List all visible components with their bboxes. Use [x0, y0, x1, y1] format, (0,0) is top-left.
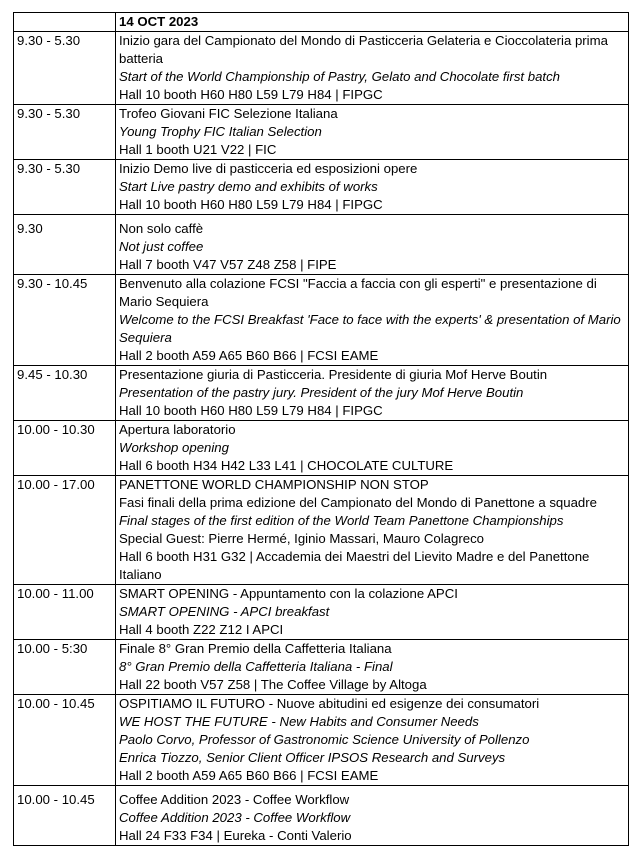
event-row — [14, 160, 629, 215]
event-line: Apertura laboratorio — [119, 422, 236, 437]
event-row — [14, 105, 629, 160]
event-description — [116, 215, 629, 275]
event-description — [116, 421, 629, 476]
event-line-english: Start of the World Championship of Pastry, Gelato and Chocolate first batch — [119, 69, 561, 84]
event-line: Hall 2 booth A59 A65 B60 B66 | FCSI EAME — [119, 348, 379, 363]
event-line: Hall 4 booth Z22 Z12 I APCI — [119, 622, 284, 637]
event-row — [14, 640, 629, 695]
event-row — [14, 275, 629, 366]
event-line: SMART OPENING - Appuntamento con la colazione APCI — [119, 586, 458, 601]
event-line: Benvenuto alla colazione FCSI "Faccia a faccia con gli esperti" e presentazione di Mario Sequiera — [119, 276, 597, 309]
event-description — [116, 160, 629, 215]
event-line: Inizio gara del Campionato del Mondo di Pasticceria Gelateria e Cioccolateria prima batteria — [119, 33, 608, 66]
event-line: Hall 6 booth H34 H42 L33 L41 | CHOCOLATE CULTURE — [119, 458, 454, 473]
event-description — [116, 32, 629, 105]
event-row — [14, 585, 629, 640]
event-time: 10.00 - 10.30 — [14, 421, 116, 476]
schedule-table — [13, 12, 629, 846]
event-line: Hall 1 booth U21 V22 | FIC — [119, 142, 277, 157]
event-line: Trofeo Giovani FIC Selezione Italiana — [119, 106, 338, 121]
event-description — [116, 105, 629, 160]
event-line-english: SMART OPENING - APCI breakfast — [119, 604, 330, 619]
event-row — [14, 366, 629, 421]
event-time: 10.00 - 11.00 — [14, 585, 116, 640]
event-row — [14, 32, 629, 105]
event-description — [116, 786, 629, 846]
event-time: 9.30 — [14, 215, 116, 275]
event-line: Hall 7 booth V47 V57 Z48 Z58 | FIPE — [119, 257, 337, 272]
event-line-english: 8° Gran Premio della Caffetteria Italiana - Final — [119, 659, 393, 674]
event-line: Special Guest: Pierre Hermé, Iginio Massari, Mauro Colagreco — [119, 531, 485, 546]
event-description — [116, 695, 629, 786]
event-time: 9.30 - 5.30 — [14, 160, 116, 215]
event-line: Coffee Addition 2023 - Coffee Workflow — [119, 792, 350, 807]
header-time-cell — [14, 13, 116, 32]
event-line-english: Welcome to the FCSI Breakfast 'Face to face with the experts' & presentation of Mario Sequiera — [119, 312, 621, 345]
event-line-english: Coffee Addition 2023 - Coffee Workflow — [119, 810, 351, 825]
event-time: 10.00 - 5:30 — [14, 640, 116, 695]
date-heading: 14 OCT 2023 — [116, 13, 629, 32]
header-row — [14, 13, 629, 32]
event-line: Finale 8° Gran Premio della Caffetteria Italiana — [119, 641, 392, 656]
event-line: Hall 22 booth V57 Z58 | The Coffee Village by Altoga — [119, 677, 427, 692]
event-line: Hall 10 booth H60 H80 L59 L79 H84 | FIPGC — [119, 403, 383, 418]
event-time: 9.45 - 10.30 — [14, 366, 116, 421]
event-line-english: Enrica Tiozzo, Senior Client Officer IPSOS Research and Surveys — [119, 750, 506, 765]
event-line-english: Final stages of the first edition of the World Team Panettone Championships — [119, 513, 564, 528]
event-description — [116, 585, 629, 640]
event-line-english: Workshop opening — [119, 440, 229, 455]
event-line: PANETTONE WORLD CHAMPIONSHIP NON STOP — [119, 477, 429, 492]
event-line-english: Start Live pastry demo and exhibits of works — [119, 179, 378, 194]
event-line: Presentazione giuria di Pasticceria. Presidente di giuria Mof Herve Boutin — [119, 367, 548, 382]
event-line-english: Young Trophy FIC Italian Selection — [119, 124, 322, 139]
event-line: Hall 10 booth H60 H80 L59 L79 H84 | FIPGC — [119, 87, 383, 102]
schedule-body — [14, 13, 629, 846]
event-line: Hall 24 F33 F34 | Eureka - Conti Valerio — [119, 828, 352, 843]
event-row — [14, 695, 629, 786]
event-line: Hall 10 booth H60 H80 L59 L79 H84 | FIPGC — [119, 197, 383, 212]
event-description — [116, 275, 629, 366]
event-line: Hall 6 booth H31 G32 | Accademia dei Maestri del Lievito Madre e del Panettone Italiano — [119, 549, 590, 582]
event-row — [14, 786, 629, 846]
event-row — [14, 215, 629, 275]
event-time: 9.30 - 10.45 — [14, 275, 116, 366]
event-time: 9.30 - 5.30 — [14, 32, 116, 105]
event-line: Non solo caffè — [119, 221, 204, 236]
event-line-english: WE HOST THE FUTURE - New Habits and Consumer Needs — [119, 714, 479, 729]
event-line-english: Paolo Corvo, Professor of Gastronomic Science University of Pollenzo — [119, 732, 530, 747]
event-row — [14, 421, 629, 476]
event-line: Inizio Demo live di pasticceria ed esposizioni opere — [119, 161, 418, 176]
event-row — [14, 476, 629, 585]
event-time: 10.00 - 10.45 — [14, 786, 116, 846]
event-line-english: Not just coffee — [119, 239, 204, 254]
event-time: 10.00 - 10.45 — [14, 695, 116, 786]
event-time: 10.00 - 17.00 — [14, 476, 116, 585]
event-description — [116, 476, 629, 585]
event-description — [116, 366, 629, 421]
event-line: Fasi finali della prima edizione del Campionato del Mondo di Panettone a squadre — [119, 495, 597, 510]
event-description — [116, 640, 629, 695]
event-time: 9.30 - 5.30 — [14, 105, 116, 160]
event-line: OSPITIAMO IL FUTURO - Nuove abitudini ed esigenze dei consumatori — [119, 696, 540, 711]
event-line: Hall 2 booth A59 A65 B60 B66 | FCSI EAME — [119, 768, 379, 783]
event-line-english: Presentation of the pastry jury. President of the jury Mof Herve Boutin — [119, 385, 524, 400]
